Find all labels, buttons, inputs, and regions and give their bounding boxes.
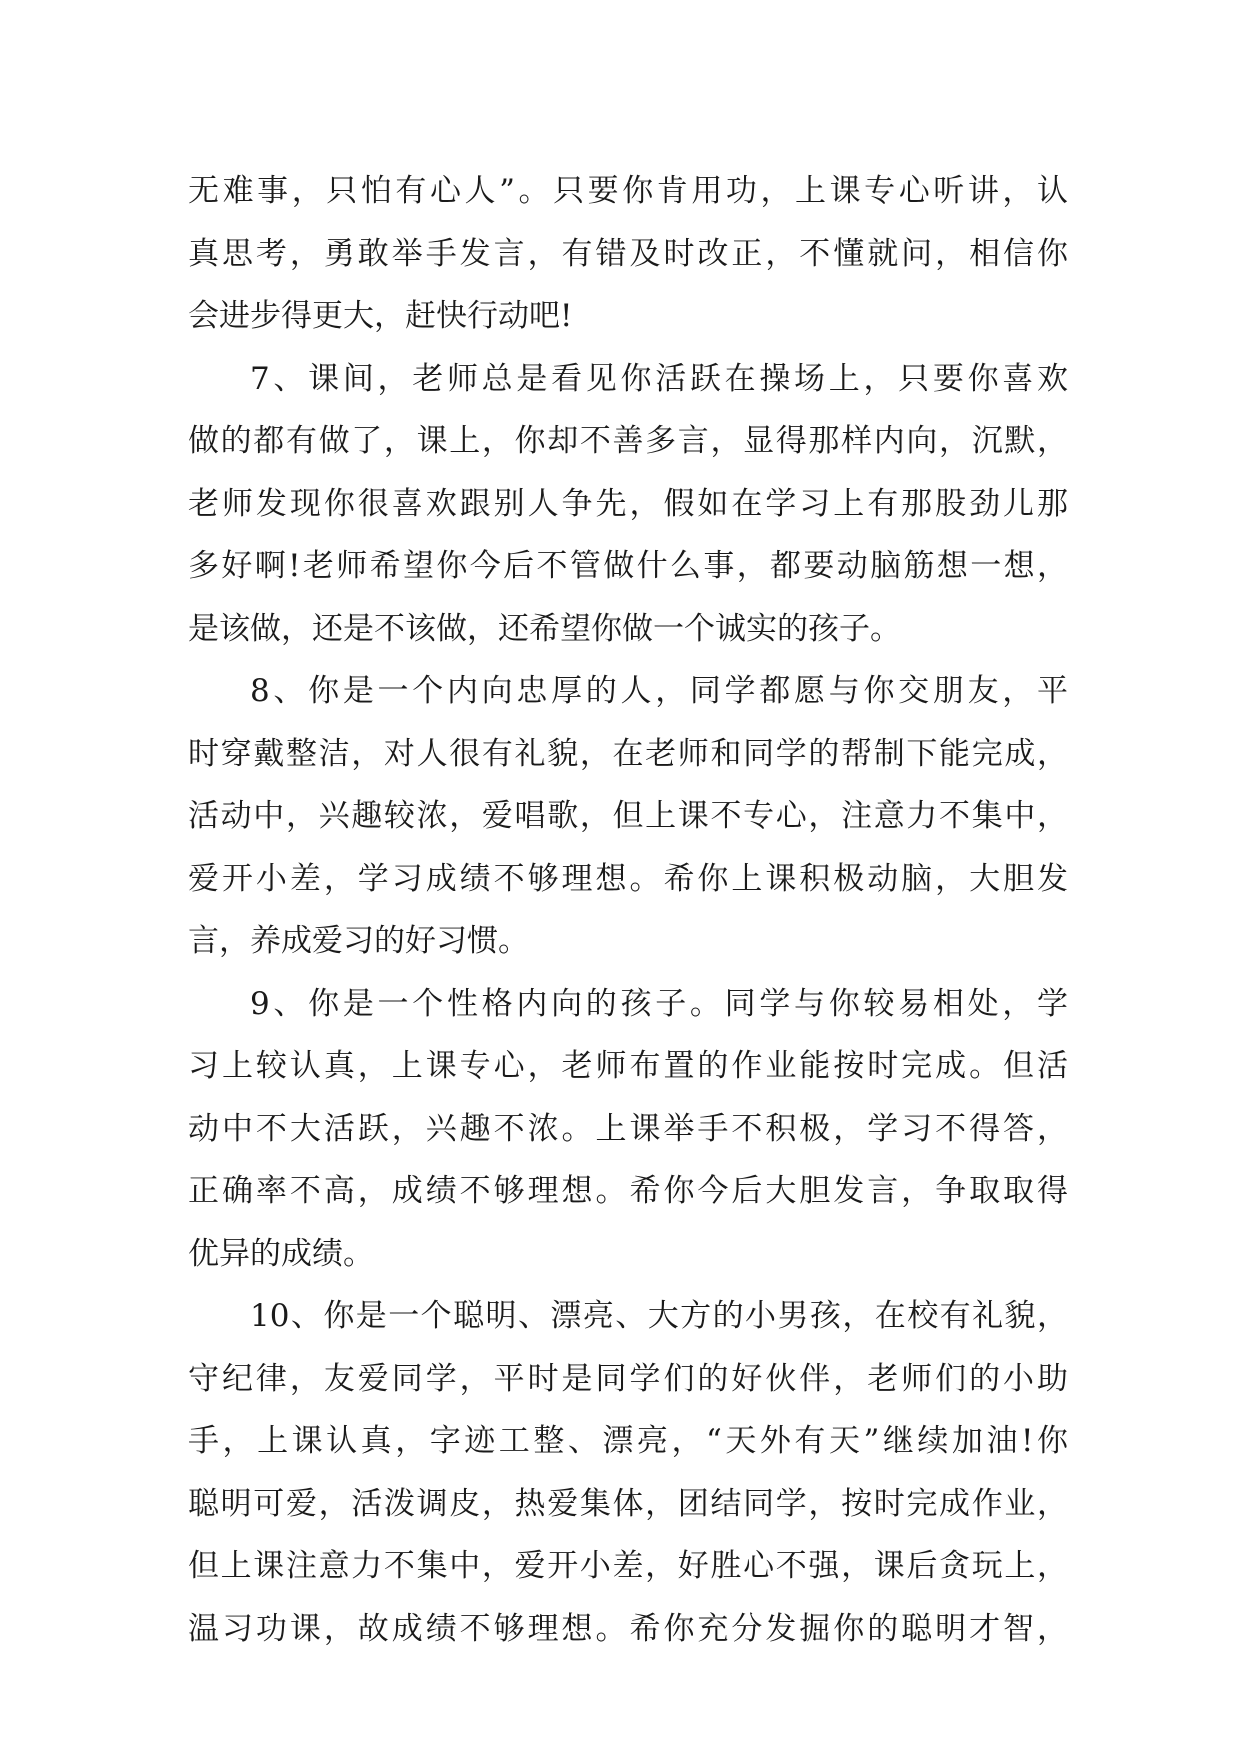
text-line: 聪明可爱，活泼调皮，热爱集体，团结同学，按时完成作业， (188, 1485, 1068, 1522)
text-line: 活动中，兴趣较浓，爱唱歌，但上课不专心，注意力不集中， (188, 798, 1068, 834)
paragraph (188, 348, 1068, 661)
text-line: 言，养成爱习的好习惯。 (188, 923, 529, 959)
text-line: 多好啊!老师希望你今后不管做什么事，都要动脑筋想一想， (188, 548, 1068, 584)
paragraph (188, 660, 1068, 973)
text-line: 爱开小差，学习成绩不够理想。希你上课积极动脑，大胆发 (188, 860, 1068, 897)
text-line: 8、你是一个内向忠厚的人，同学都愿与你交朋友，平 (250, 673, 1068, 709)
document-page (188, 160, 1068, 1660)
text-line: 做的都有做了，课上，你却不善多言，显得那样内向，沉默， (188, 423, 1068, 459)
text-line: 无难事，只怕有心人”。只要你肯用功，上课专心听讲，认 (188, 173, 1068, 209)
text-line: 7、课间，老师总是看见你活跃在操场上，只要你喜欢 (250, 360, 1068, 397)
text-line: 优异的成绩。 (188, 1235, 374, 1272)
text-line: 10、你是一个聪明、漂亮、大方的小男孩，在校有礼貌， (250, 1298, 1068, 1334)
paragraph (188, 973, 1068, 1286)
text-line: 是该做，还是不该做，还希望你做一个诚实的孩子。 (188, 610, 901, 647)
text-line: 9、你是一个性格内向的孩子。同学与你较易相处，学 (250, 985, 1068, 1022)
paragraph (188, 160, 1068, 348)
paragraph (188, 1285, 1068, 1660)
text-line: 但上课注意力不集中，爱开小差，好胜心不强，课后贪玩上， (188, 1548, 1068, 1584)
text-line: 手，上课认真，字迹工整、漂亮，“天外有天”继续加油!你 (188, 1423, 1068, 1459)
text-line: 正确率不高，成绩不够理想。希你今后大胆发言，争取取得 (188, 1173, 1068, 1209)
text-line: 守纪律，友爱同学，平时是同学们的好伙伴，老师们的小助 (188, 1360, 1068, 1397)
text-line: 老师发现你很喜欢跟别人争先，假如在学习上有那股劲儿那 (188, 485, 1068, 522)
text-line: 时穿戴整洁，对人很有礼貌，在老师和同学的帮制下能完成， (188, 735, 1068, 772)
text-line: 会进步得更大，赶快行动吧! (188, 298, 573, 334)
text-line: 动中不大活跃，兴趣不浓。上课举手不积极，学习不得答， (188, 1110, 1068, 1147)
text-line: 温习功课，故成绩不够理想。希你充分发掘你的聪明才智， (188, 1610, 1068, 1647)
text-line: 真思考，勇敢举手发言，有错及时改正，不懂就问，相信你 (188, 235, 1068, 272)
text-line: 习上较认真，上课专心，老师布置的作业能按时完成。但活 (188, 1048, 1068, 1084)
